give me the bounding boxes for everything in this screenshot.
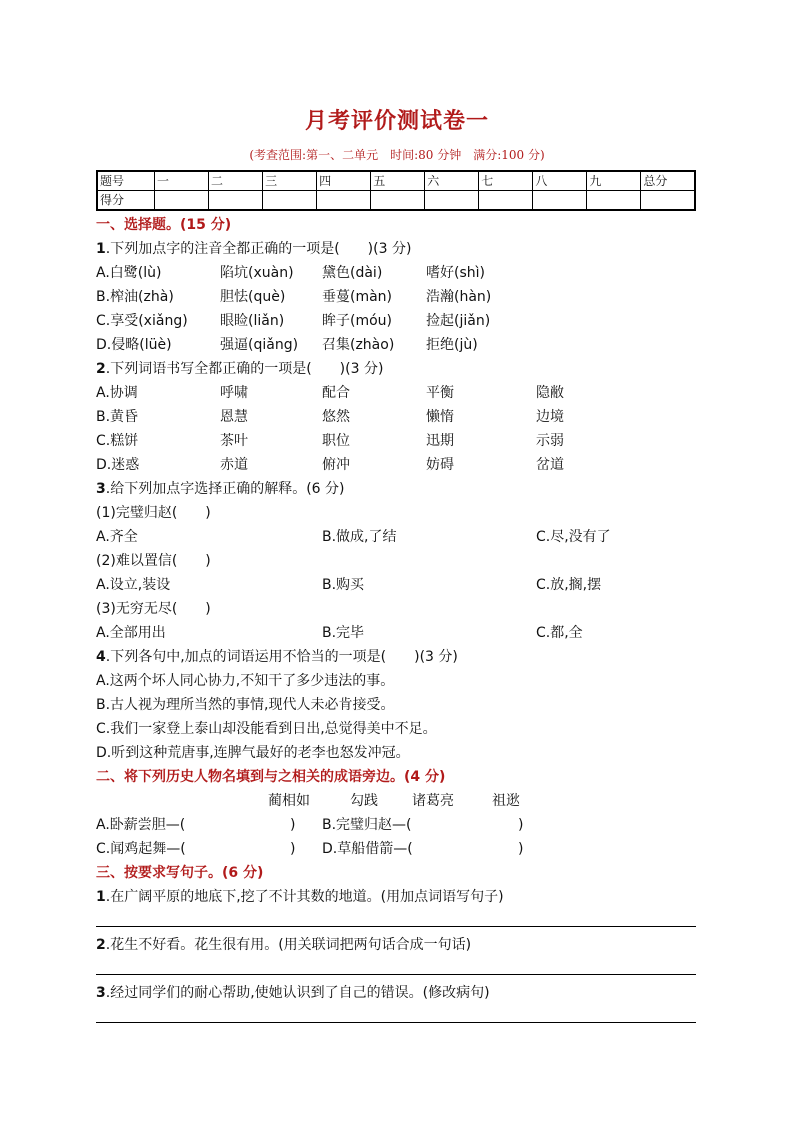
name-option: 诸葛亮 <box>412 793 454 809</box>
q3-option: C.尽,没有了 <box>536 529 611 545</box>
question-number: 1 <box>96 241 106 257</box>
q1-option: 浩瀚(hàn) <box>426 289 492 305</box>
question-2-stem <box>96 359 383 379</box>
q2-option: D.迷惑 <box>96 457 140 473</box>
question-4-stem <box>96 647 458 667</box>
name-option: 勾践 <box>350 793 378 809</box>
q4-option: A.这两个坏人同心协力,不知干了多少违法的事。 <box>96 673 395 689</box>
blank-close[interactable]: ) <box>518 817 524 833</box>
question-stem <box>96 887 504 907</box>
score-cell: 二 <box>209 171 263 191</box>
score-cell: 七 <box>479 171 533 191</box>
score-input-cell[interactable] <box>209 191 263 211</box>
q1-option: 眼睑(liǎn) <box>220 313 285 329</box>
answer-line[interactable] <box>96 1022 696 1023</box>
q2-option: 平衡 <box>426 385 454 401</box>
q3-sub-stem: (2)难以置信( ) <box>96 553 211 569</box>
q2-option: 妨碍 <box>426 457 454 473</box>
question-text: .在广阔平原的地底下,挖了不计其数的地道。(用加点词语写句子) <box>105 889 504 905</box>
q4-option: D.听到这种荒唐事,连脾气最好的老李也怒发冲冠。 <box>96 745 410 761</box>
q2-option: 岔道 <box>536 457 564 473</box>
score-input-cell[interactable] <box>263 191 317 211</box>
score-input-cell[interactable] <box>533 191 587 211</box>
q2-option: 配合 <box>322 385 350 401</box>
section-2-heading: 二、将下列历史人物名填到与之相关的成语旁边。(4 分) <box>96 769 446 785</box>
q2-option: 懒惰 <box>426 409 454 425</box>
score-label-cell: 得分 <box>97 191 155 211</box>
q2-option: 隐敝 <box>536 385 564 401</box>
idiom-label: D.草船借箭—( <box>322 841 413 857</box>
answer-line[interactable] <box>96 926 696 927</box>
question-number: 2 <box>96 937 106 953</box>
question-text: .花生不好看。花生很有用。(用关联词把两句话合成一句话) <box>105 937 472 953</box>
q1-option: 黛色(dài) <box>322 265 383 281</box>
score-input-cell[interactable] <box>371 191 425 211</box>
score-cell: 题号 <box>97 171 155 191</box>
q3-sub-stem: (3)无穷无尽( ) <box>96 601 211 617</box>
q1-option: 拒绝(jù) <box>426 337 478 353</box>
question-3-stem <box>96 479 344 499</box>
q2-option: 示弱 <box>536 433 564 449</box>
idiom-label: A.卧薪尝胆—( <box>96 817 186 833</box>
q2-option: 迅期 <box>426 433 454 449</box>
score-cell: 八 <box>533 171 587 191</box>
name-option: 祖逖 <box>492 793 520 809</box>
question-text: .给下列加点字选择正确的解释。(6 分) <box>105 481 345 497</box>
q1-option: 陷坑(xuàn) <box>220 265 294 281</box>
score-input-cell[interactable] <box>641 191 695 211</box>
q2-option: 恩慧 <box>220 409 248 425</box>
q3-option: B.完毕 <box>322 625 365 641</box>
section-3-heading: 三、按要求写句子。(6 分) <box>96 865 264 881</box>
question-text: .下列各句中,加点的词语运用不恰当的一项是( )(3 分) <box>105 649 458 665</box>
answer-line[interactable] <box>96 974 696 975</box>
blank-close[interactable]: ) <box>518 841 524 857</box>
q3-option: B.购买 <box>322 577 365 593</box>
q1-option: 召集(zhào) <box>322 337 395 353</box>
q1-option: 强逼(qiǎng) <box>220 337 299 353</box>
q2-option: B.黄昏 <box>96 409 139 425</box>
q2-option: 茶叶 <box>220 433 248 449</box>
q2-option: 俯冲 <box>322 457 350 473</box>
q2-option: 赤道 <box>220 457 248 473</box>
q3-option: A.全部用出 <box>96 625 166 641</box>
name-option: 蔺相如 <box>268 793 310 809</box>
q2-option: C.糕饼 <box>96 433 139 449</box>
q2-option: 呼啸 <box>220 385 248 401</box>
question-number: 1 <box>96 889 106 905</box>
q1-option: C.享受(xiǎng) <box>96 313 188 329</box>
section-1-heading: 一、选择题。(15 分) <box>96 217 232 233</box>
q1-option: D.侵略(lüè) <box>96 337 172 353</box>
question-1-stem <box>96 239 411 259</box>
idiom-label: C.闻鸡起舞—( <box>96 841 186 857</box>
score-input-cell[interactable] <box>425 191 479 211</box>
score-cell: 六 <box>425 171 479 191</box>
q2-option: 悠然 <box>322 409 350 425</box>
q1-option: 捡起(jiǎn) <box>426 313 491 329</box>
score-table-header-row <box>97 171 695 191</box>
q3-option: A.设立,装设 <box>96 577 171 593</box>
exam-title: 月考评价测试卷一 <box>304 108 489 134</box>
question-text: .经过同学们的耐心帮助,使她认识到了自己的错误。(修改病句) <box>105 985 490 1001</box>
q3-option: C.放,搁,摆 <box>536 577 602 593</box>
q2-option: 边境 <box>536 409 564 425</box>
idiom-label: B.完璧归赵—( <box>322 817 412 833</box>
blank-close[interactable]: ) <box>290 817 296 833</box>
score-cell: 四 <box>317 171 371 191</box>
q1-option: 眸子(móu) <box>322 313 392 329</box>
question-number: 2 <box>96 361 106 377</box>
question-text: .下列词语书写全都正确的一项是( )(3 分) <box>105 361 384 377</box>
exam-subtitle: (考查范围:第一、二单元 时间:80 分钟 满分:100 分) <box>249 148 545 162</box>
q1-option: A.白鹭(lù) <box>96 265 162 281</box>
blank-close[interactable]: ) <box>290 841 296 857</box>
question-number: 4 <box>96 649 106 665</box>
q3-option: B.做成,了结 <box>322 529 397 545</box>
question-number: 3 <box>96 481 106 497</box>
q1-option: B.榨油(zhà) <box>96 289 174 305</box>
score-input-cell[interactable] <box>479 191 533 211</box>
score-cell: 九 <box>587 171 641 191</box>
score-cell: 总分 <box>641 171 695 191</box>
score-cell: 一 <box>155 171 209 191</box>
score-cell: 三 <box>263 171 317 191</box>
score-table-score-row <box>97 191 695 211</box>
q2-option: 职位 <box>322 433 350 449</box>
question-number: 3 <box>96 985 106 1001</box>
question-text: .下列加点字的注音全都正确的一项是( )(3 分) <box>105 241 412 257</box>
score-input-cell[interactable] <box>155 191 209 211</box>
q1-option: 嗜好(shì) <box>426 265 485 281</box>
q1-option: 垂蔓(màn) <box>322 289 393 305</box>
q1-option: 胆怯(què) <box>220 289 286 305</box>
score-table <box>96 170 696 211</box>
q3-option: A.齐全 <box>96 529 138 545</box>
q3-sub-stem: (1)完璧归赵( ) <box>96 505 211 521</box>
q2-option: A.协调 <box>96 385 138 401</box>
score-cell: 五 <box>371 171 425 191</box>
q3-option: C.都,全 <box>536 625 583 641</box>
question-stem <box>96 935 471 955</box>
score-input-cell[interactable] <box>587 191 641 211</box>
question-stem <box>96 983 490 1003</box>
q4-option: B.古人视为理所当然的事情,现代人未必肯接受。 <box>96 697 395 713</box>
q4-option: C.我们一家登上泰山却没能看到日出,总觉得美中不足。 <box>96 721 437 737</box>
score-input-cell[interactable] <box>317 191 371 211</box>
